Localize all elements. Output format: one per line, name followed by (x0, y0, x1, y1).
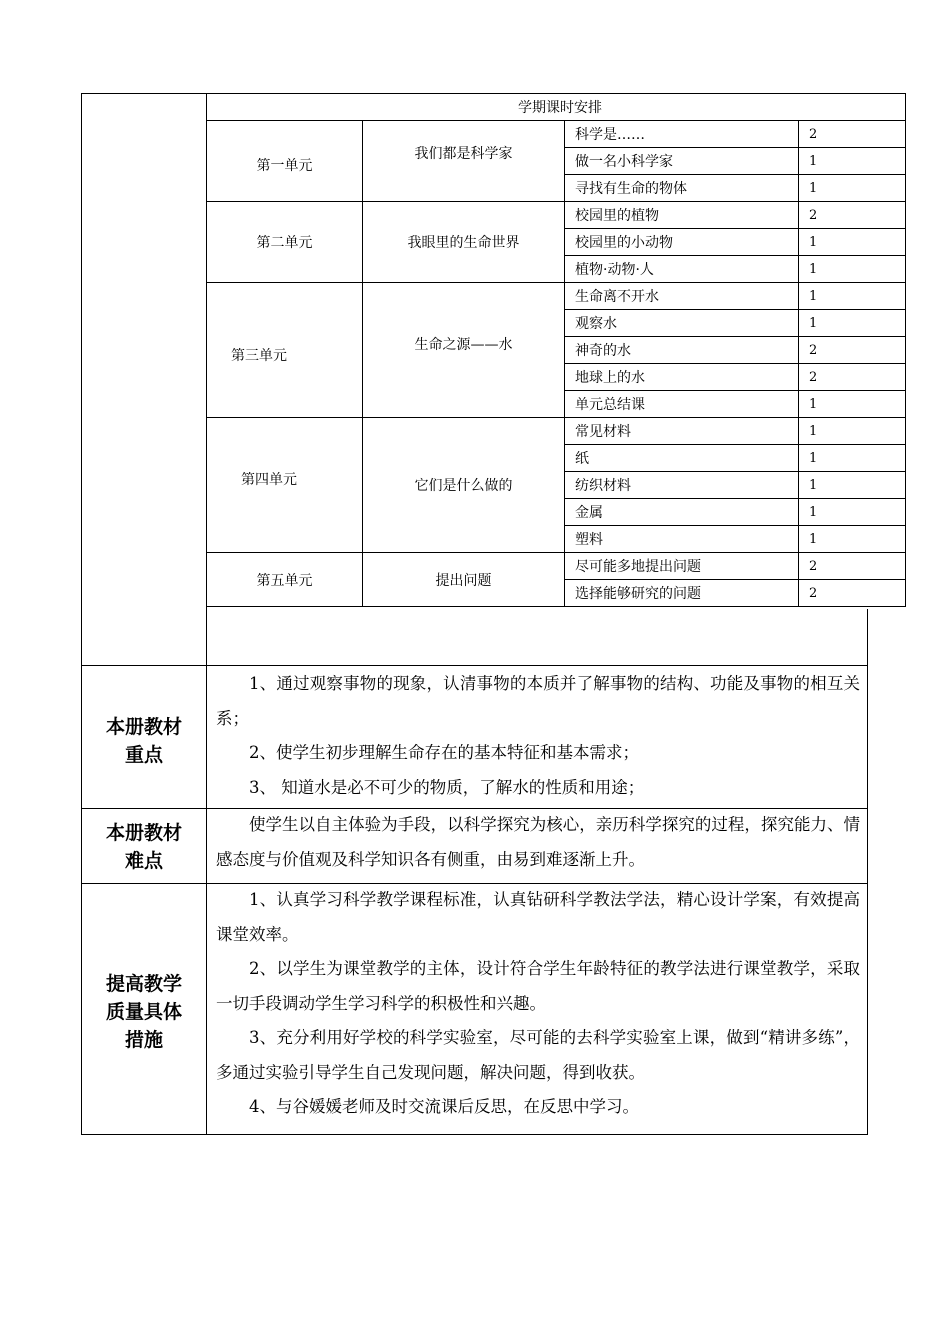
lesson-hours: 2 (799, 553, 906, 580)
lesson-hours: 1 (799, 229, 906, 256)
key-points-label-line1: 本册教材 (105, 716, 182, 738)
lesson-name: 观察水 (565, 310, 799, 337)
difficulties-label (82, 819, 206, 875)
schedule-header-row (207, 94, 906, 121)
unit-theme: 提出问题 (363, 553, 565, 607)
lesson-hours: 1 (799, 445, 906, 472)
lesson-hours: 1 (799, 526, 906, 553)
lesson-name: 单元总结课 (565, 391, 799, 418)
schedule-row (207, 283, 906, 310)
lesson-name: 金属 (565, 499, 799, 526)
lesson-name: 植物·动物·人 (565, 256, 799, 283)
semester-schedule-table (206, 93, 906, 607)
lesson-hours: 1 (799, 418, 906, 445)
lesson-hours: 1 (799, 256, 906, 283)
key-points-label-line2: 重点 (124, 744, 163, 766)
lesson-name: 寻找有生命的物体 (565, 175, 799, 202)
unit-name: 第五单元 (207, 553, 363, 607)
lesson-hours: 1 (799, 283, 906, 310)
measures-paragraph: 2、以学生为课堂教学的主体，设计符合学生年龄特征的教学法进行课堂教学，采取一切手段调动学生学习科学的积极性和兴趣。 (216, 959, 860, 1013)
lesson-name: 地球上的水 (565, 364, 799, 391)
schedule-row (207, 202, 906, 229)
lesson-name: 校园里的植物 (565, 202, 799, 229)
lesson-name: 科学是…… (565, 121, 799, 148)
measures-content (216, 883, 860, 1125)
frame-right-border (867, 609, 868, 1135)
lesson-name: 塑料 (565, 526, 799, 553)
difficulties-label-line2: 难点 (124, 850, 163, 872)
key-points-content (216, 667, 860, 805)
unit-theme: 它们是什么做的 (363, 418, 565, 553)
key-points-paragraph: 1、通过观察事物的现象，认清事物的本质并了解事物的结构、功能及事物的相互关系； (216, 674, 860, 728)
unit-name: 第二单元 (207, 202, 363, 283)
measures-label (82, 970, 206, 1054)
lesson-name: 选择能够研究的问题 (565, 580, 799, 607)
lesson-name: 校园里的小动物 (565, 229, 799, 256)
unit-theme: 我们都是科学家 (363, 121, 565, 202)
schedule-body (207, 94, 906, 607)
lesson-name: 生命离不开水 (565, 283, 799, 310)
measures-paragraph: 3、充分利用好学校的科学实验室，尽可能的去科学实验室上课，做到“精讲多练”，多通过实验引导学生自己发现问题，解决问题，得到收获。 (216, 1028, 860, 1082)
lesson-hours: 2 (799, 580, 906, 607)
lesson-name: 纺织材料 (565, 472, 799, 499)
unit-name: 第三单元 (207, 283, 363, 418)
lesson-hours: 1 (799, 310, 906, 337)
lesson-hours: 2 (799, 337, 906, 364)
schedule-header: 学期课时安排 (207, 94, 906, 121)
unit-name: 第一单元 (207, 121, 363, 202)
frame-top-border (81, 93, 206, 94)
lesson-hours: 2 (799, 121, 906, 148)
key-points-paragraph: 2、使学生初步理解生命存在的基本特征和基本需求； (249, 743, 639, 762)
unit-theme: 生命之源——水 (363, 283, 565, 418)
key-points-paragraph: 3、 知道水是必不可少的物质，了解水的性质和用途； (249, 777, 645, 797)
lesson-hours: 1 (799, 175, 906, 202)
measures-paragraph: 4、与谷媛媛老师及时交流课后反思，在反思中学习。 (249, 1097, 639, 1116)
measures-label-line1: 提高教学 (105, 973, 182, 995)
difficulties-paragraph: 使学生以自主体验为手段，以科学探究为核心，亲历科学探究的过程，探究能力、情感态度与价值观及科学知识各有侧重，由易到难逐渐上升。 (216, 815, 860, 869)
schedule-row (207, 121, 906, 148)
lesson-name: 尽可能多地提出问题 (565, 553, 799, 580)
lesson-hours: 1 (799, 472, 906, 499)
measures-label-line2: 质量具体 (105, 1001, 182, 1023)
frame-divider-1 (81, 665, 868, 666)
schedule-row (207, 418, 906, 445)
lesson-name: 常见材料 (565, 418, 799, 445)
measures-paragraph: 1、认真学习科学教学课程标准，认真钻研科学教法学法，精心设计学案，有效提高课堂效率。 (216, 890, 860, 944)
lesson-hours: 1 (799, 148, 906, 175)
schedule-row (207, 553, 906, 580)
lesson-name: 纸 (565, 445, 799, 472)
difficulties-content (216, 808, 860, 877)
difficulties-label-line1: 本册教材 (105, 822, 182, 844)
lesson-hours: 1 (799, 391, 906, 418)
lesson-name: 做一名小科学家 (565, 148, 799, 175)
lesson-name: 神奇的水 (565, 337, 799, 364)
unit-theme: 我眼里的生命世界 (363, 202, 565, 283)
frame-bottom-border (81, 1134, 868, 1135)
key-points-label (82, 713, 206, 769)
unit-name: 第四单元 (207, 418, 363, 553)
lesson-hours: 2 (799, 202, 906, 229)
lesson-hours: 2 (799, 364, 906, 391)
measures-label-line3: 措施 (124, 1029, 163, 1051)
lesson-hours: 1 (799, 499, 906, 526)
